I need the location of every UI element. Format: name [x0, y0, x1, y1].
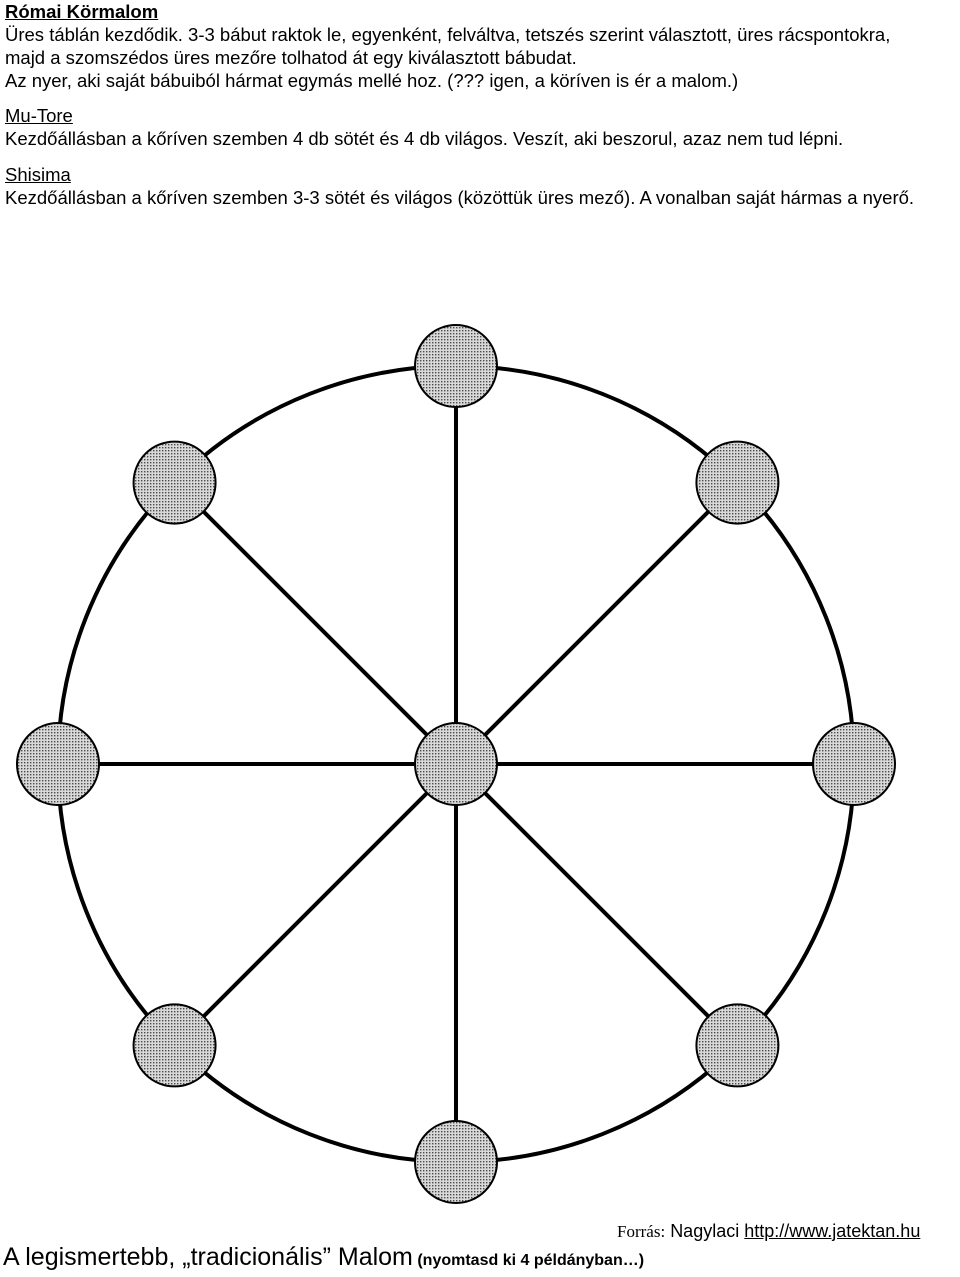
board-point[interactable] — [415, 1121, 497, 1203]
board-point[interactable] — [696, 1004, 778, 1086]
board-point[interactable] — [696, 442, 778, 524]
board-spoke — [175, 764, 456, 1045]
rule-line: Kezdőállásban a kőríven szemben 3-3 sötét és világos (közöttük üres mező). A vonalban saját hármas a nyerő. — [5, 187, 915, 208]
board-point[interactable] — [813, 723, 895, 805]
section-title-shisima: Shisima — [5, 164, 71, 185]
board-point[interactable] — [134, 1004, 216, 1086]
board-spoke — [175, 483, 456, 764]
board-point[interactable] — [134, 442, 216, 524]
source-author: Nagylaci — [670, 1221, 740, 1241]
source-line — [617, 1221, 920, 1242]
footer-note: (nyomtasd ki 4 példányban…) — [417, 1252, 645, 1269]
rule-line: Kezdőállásban a kőríven szemben 4 db sötét és 4 db világos. Veszít, aki beszorul, azaz nem tud lépni. — [5, 128, 844, 149]
board-point[interactable] — [415, 325, 497, 407]
section-title-romai-kormalom: Római Körmalom — [5, 1, 159, 22]
board-point[interactable] — [17, 723, 99, 805]
rule-line: majd a szomszédos üres mezőre tolhatod át egy kiválasztott bábudat. — [5, 47, 577, 68]
rule-line: Az nyer, aki saját bábuiból hármat egymás mellé hoz. (??? igen, a köríven is ér a malom.) — [5, 70, 739, 91]
section-title-mu-tore: Mu-Tore — [5, 105, 73, 126]
board-point-center[interactable] — [415, 723, 497, 805]
source-link[interactable]: http://www.jatektan.hu — [744, 1221, 921, 1241]
source-label: Forrás: — [617, 1222, 666, 1241]
footer — [3, 1243, 644, 1272]
rule-line: Üres táblán kezdődik. 3-3 bábut raktok le, egyenként, felváltva, tetszés szerint választott, üres rácspontokra, — [5, 24, 891, 45]
footer-title: A legismertebb, „tradicionális” Malom — [3, 1243, 413, 1271]
board-spoke — [456, 483, 737, 764]
board-spoke — [456, 764, 737, 1045]
